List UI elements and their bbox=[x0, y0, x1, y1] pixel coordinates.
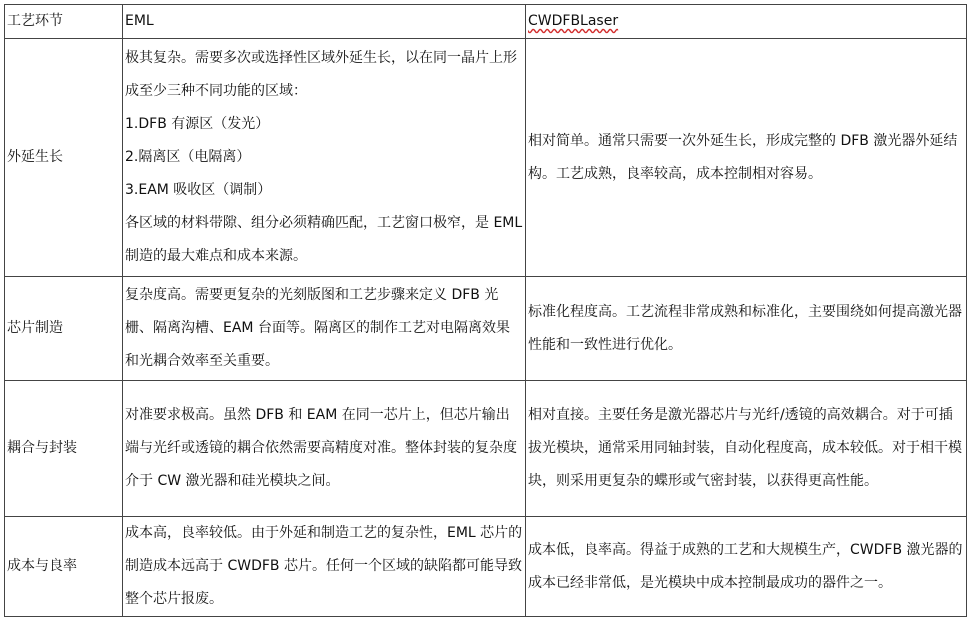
row-label: 成本与良率 bbox=[5, 517, 123, 617]
table-row bbox=[5, 517, 967, 617]
cw-cell: 成本低，良率高。得益于成熟的工艺和大规模生产，CWDFB 激光器的成本已经非常低，是光模块中成本控制最成功的器件之一。 bbox=[526, 517, 967, 617]
row-label: 芯片制造 bbox=[5, 277, 123, 381]
cw-cell: 相对直接。主要任务是激光器芯片与光纤/透镜的高效耦合。对于可插拔光模块，通常采用同轴封装，自动化程度高，成本较低。对于相干模块，则采用更复杂的蝶形或气密封装，以获得更高性能。 bbox=[526, 381, 967, 517]
eml-list-item: 1.DFB 有源区（发光） bbox=[125, 116, 270, 132]
eml-paragraph: 极其复杂。需要多次或选择性区域外延生长，以在同一晶片上形成至少三种不同功能的区域： bbox=[125, 50, 517, 99]
eml-cell: 对准要求极高。虽然 DFB 和 EAM 在同一芯片上，但芯片输出端与光纤或透镜的耦合依然需要高精度对准。整体封装的复杂度介于 CW 激光器和硅光模块之间。 bbox=[123, 381, 526, 517]
table-row bbox=[5, 39, 967, 277]
eml-cell: 复杂度高。需要更复杂的光刻版图和工艺步骤来定义 DFB 光栅、隔离沟槽、EAM 台面等。隔离区的制作工艺对电隔离效果和光耦合效率至关重要。 bbox=[123, 277, 526, 381]
spellcheck-underlined-text: CWDFBLaser bbox=[528, 13, 619, 29]
comparison-table bbox=[4, 4, 967, 617]
eml-cell: 成本高，良率较低。由于外延和制造工艺的复杂性，EML 芯片的制造成本远高于 CWDFB 芯片。任何一个区域的缺陷都可能导致整个芯片报废。 bbox=[123, 517, 526, 617]
row-label: 耦合与封装 bbox=[5, 381, 123, 517]
eml-list-item: 3.EAM 吸收区（调制） bbox=[125, 182, 272, 198]
header-cwdfb-laser bbox=[526, 5, 967, 39]
eml-list-item: 2.隔离区（电隔离） bbox=[125, 149, 251, 165]
eml-paragraph: 各区域的材料带隙、组分必须精确匹配，工艺窗口极窄，是 EML 制造的最大难点和成本来源。 bbox=[125, 215, 523, 264]
header-eml: EML bbox=[123, 5, 526, 39]
cw-cell: 标准化程度高。工艺流程非常成熟和标准化，主要围绕如何提高激光器性能和一致性进行优化。 bbox=[526, 277, 967, 381]
row-label: 外延生长 bbox=[5, 39, 123, 277]
table-row bbox=[5, 277, 967, 381]
cw-cell: 相对简单。通常只需要一次外延生长，形成完整的 DFB 激光器外延结构。工艺成熟，良率较高，成本控制相对容易。 bbox=[526, 39, 967, 277]
header-row bbox=[5, 5, 967, 39]
header-process-stage: 工艺环节 bbox=[5, 5, 123, 39]
eml-cell bbox=[123, 39, 526, 277]
table-row bbox=[5, 381, 967, 517]
